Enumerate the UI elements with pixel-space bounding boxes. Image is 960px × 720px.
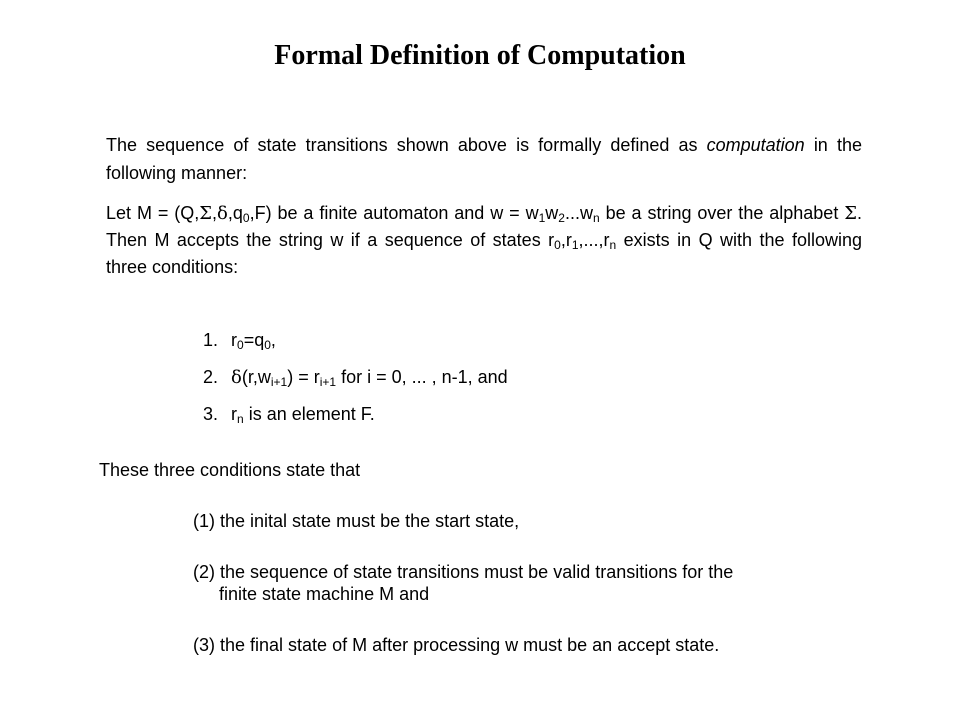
def-text: exists in Q with the following three conditions: [106,230,862,277]
statement-item [193,561,873,605]
subscript: n [237,412,244,426]
condition-text: ) = r [287,367,320,387]
subscript: n [592,211,600,225]
slide-title: Formal Definition of Computation [274,40,686,71]
computation-term: computation [706,135,805,155]
condition-item [203,330,276,351]
def-text: ...w [564,203,593,223]
intro-text: The sequence of state transitions shown above is formally defined as [106,135,698,155]
def-text: ,q [227,203,243,223]
subscript: i+1 [319,375,337,389]
condition-text: for i = 0, ... , n-1, and [336,367,508,387]
sigma-symbol: Σ [199,203,213,224]
condition-text: r [231,404,237,424]
statement-line: finite state machine M and [219,584,430,604]
subscript: 1 [571,238,579,252]
delta-symbol: δ [231,367,242,388]
subscript: 0 [554,238,561,252]
subscript: 2 [558,211,565,225]
subscript: 0 [237,338,244,352]
subscript: i+1 [270,375,288,389]
sigma-symbol: Σ [844,203,857,224]
condition-text: (r,w [241,367,271,387]
def-text: be a string over the alphabet [599,203,845,223]
statement-line: (2) the sequence of state transitions must be valid transitions for the [193,562,734,582]
def-text: Let M = (Q, [106,203,200,223]
condition-text: , [270,330,276,350]
def-text: w [545,203,559,223]
intro-paragraph [106,131,862,187]
subscript: 0 [264,338,271,352]
condition-text: is an element F. [243,404,375,424]
def-text: , [212,203,218,223]
subscript: n [609,238,617,252]
definition-paragraph [106,200,862,281]
condition-text: r [231,330,237,350]
statement-item: (3) the final state of M after processing w must be an accept state. [193,635,720,655]
def-text: ,r [560,230,572,250]
statement-item: (1) the inital state must be the start state, [193,511,520,531]
condition-text: =q [243,330,265,350]
intro-tail: in the following manner: [106,135,862,183]
condition-number: 2. [203,367,219,387]
subscript: 1 [538,211,546,225]
def-text: ,...,r [578,230,610,250]
condition-number: 3. [203,404,219,424]
delta-symbol: δ [217,203,228,224]
subscript: 0 [242,211,250,225]
def-text: ,F) be a finite automaton and w = w [249,203,539,223]
condition-number: 1. [203,330,219,350]
condition-item [203,367,508,388]
condition-item [203,404,375,425]
def-text: . Then M accepts the string w if a sequence of states r [106,203,862,250]
conditions-intro: These three conditions state that [99,460,361,480]
